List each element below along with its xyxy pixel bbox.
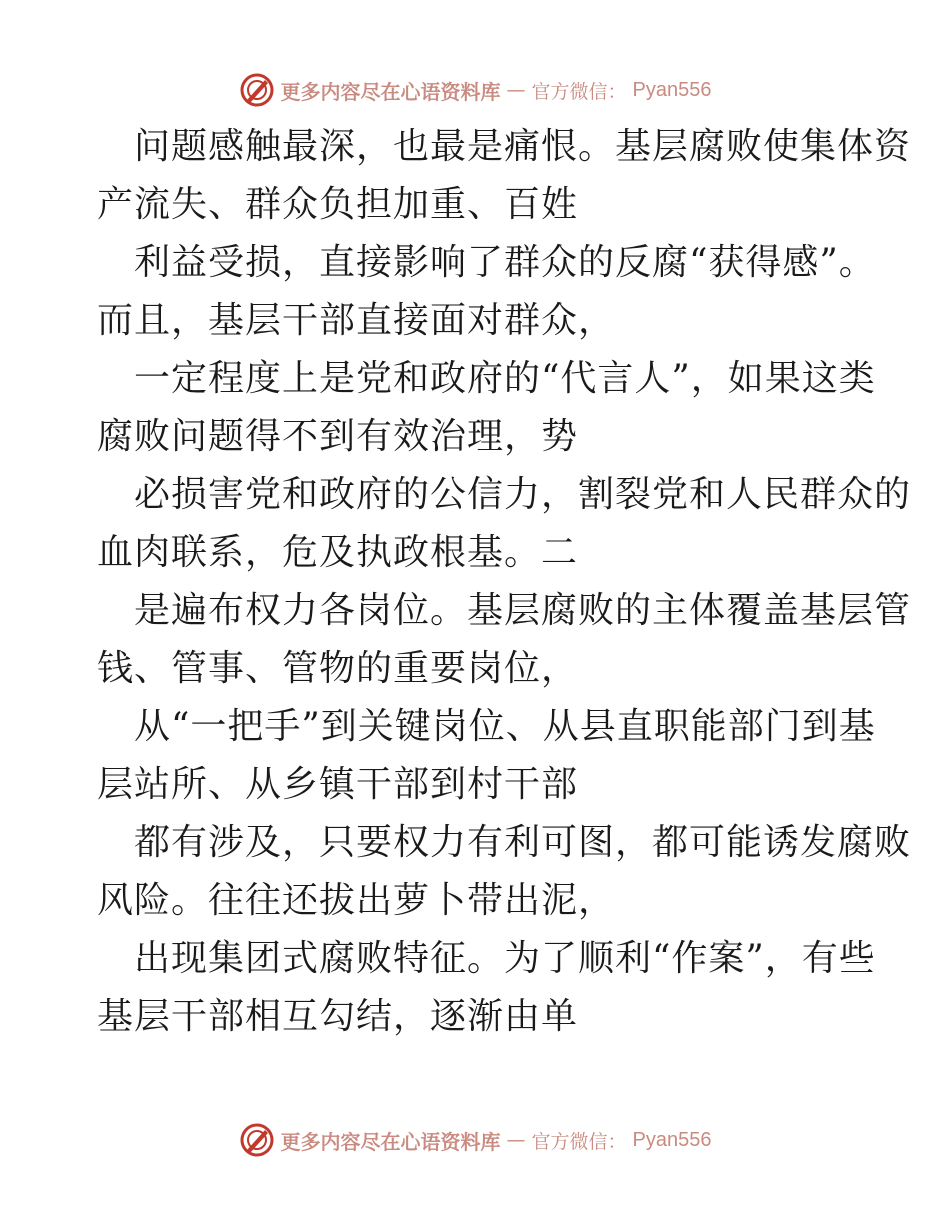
footer-watermark: [0, 1120, 950, 1160]
paragraph-line: 产流失、群众负担加重、百姓: [97, 184, 579, 225]
paragraph-line: 腐败问题得不到有效治理，势: [97, 416, 579, 457]
paragraph-line: 钱、管事、管物的重要岗位，: [97, 648, 579, 689]
watermark-brand: 更多内容尽在心语资料库: [280, 79, 501, 104]
watermark-brand: 更多内容尽在心语资料库: [280, 1129, 501, 1154]
paragraph-line: 都有涉及，只要权力有利可图，都可能诱发腐败: [134, 822, 912, 863]
paragraph-line: 是遍布权力各岗位。基层腐败的主体覆盖基层管: [134, 590, 912, 631]
watermark-separator: —: [506, 79, 526, 101]
watermark-contact-label: 官方微信：: [531, 80, 627, 103]
watermark-handle: Pyan556: [632, 1128, 712, 1151]
quill-seal-icon: [239, 72, 275, 108]
quill-seal-icon: [239, 1122, 275, 1158]
paragraph-line: 基层干部相互勾结，逐渐由单: [97, 996, 579, 1037]
watermark-contact-label: 官方微信：: [531, 1130, 627, 1153]
paragraph-line: 风险。往往还拔出萝卜带出泥，: [97, 880, 616, 921]
header-watermark: [0, 70, 950, 110]
watermark-handle: Pyan556: [632, 78, 712, 101]
paragraph-line: 出现集团式腐败特征。为了顺利“作案”，有些: [134, 938, 876, 979]
paragraph-line: 问题感触最深，也最是痛恨。基层腐败使集体资: [134, 126, 912, 167]
watermark-separator: —: [506, 1129, 526, 1151]
paragraph-line: 一定程度上是党和政府的“代言人”，如果这类: [134, 358, 876, 399]
document-body: [97, 118, 912, 1046]
paragraph-line: 必损害党和政府的公信力，割裂党和人民群众的: [134, 474, 912, 515]
paragraph-line: 而且，基层干部直接面对群众，: [97, 300, 616, 341]
paragraph-line: 利益受损，直接影响了群众的反腐“获得感”。: [134, 242, 876, 283]
paragraph-line: 血肉联系，危及执政根基。二: [97, 532, 579, 573]
paragraph-line: 从“一把手”到关键岗位、从县直职能部门到基: [134, 706, 876, 747]
paragraph-line: 层站所、从乡镇干部到村干部: [97, 764, 579, 805]
